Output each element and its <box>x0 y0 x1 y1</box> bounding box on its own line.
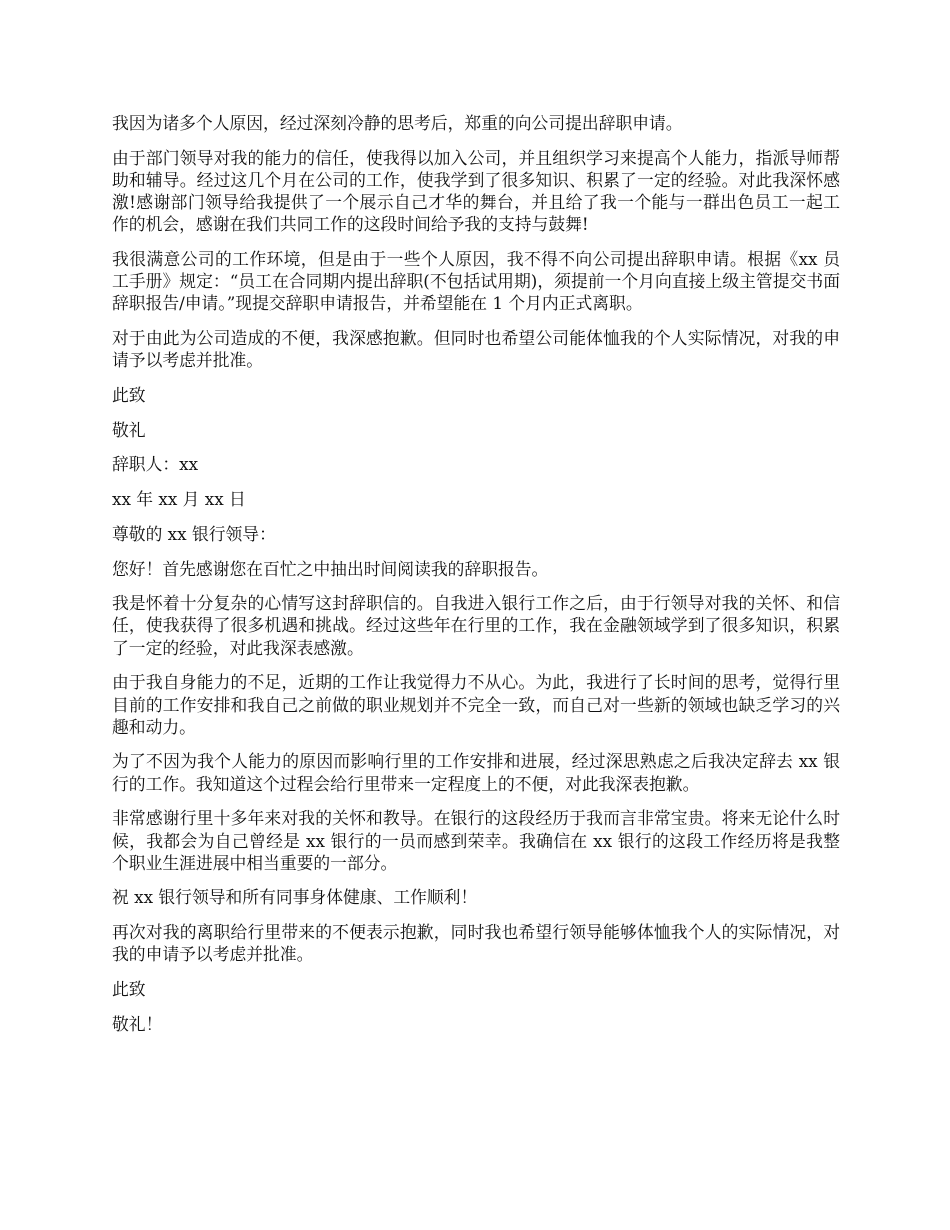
closing-salutation-1: 此致 <box>112 385 146 406</box>
paragraph-4: 对于由此为公司造成的不便，我深感抱歉。但同时也希望公司能体恤我的个人实际情况，对我的申请予以考虑并批准。 <box>112 328 840 371</box>
paragraph-2: 由于部门领导对我的能力的信任，使我得以加入公司，并且组织学习来提高个人能力，指派导师帮助和辅导。经过这几个月在公司的工作，使我学到了很多知识、积累了一定的经验。对此我深怀感激!感谢部门领导给我提供了一个展示自己才华的舞台，并且给了我一个能与一群出色员工一起工作的机会，感谢在我们共同工作的这段时间给予我的支持与鼓舞! <box>112 147 840 235</box>
closing-regards-2: 敬礼！ <box>112 1013 163 1034</box>
resigner-signature: 辞职人：xx <box>112 454 199 475</box>
paragraph-3: 我很满意公司的工作环境，但是由于一些个人原因，我不得不向公司提出辞职申请。根据《xx 员工手册》规定：“员工在合同期内提出辞职(不包括试用期)，须提前一个月向直接上级主管提交书面辞职报告/申请。”现提交辞职申请报告，并希望能在 1 个月内正式离职。 <box>112 249 840 314</box>
closing-regards-1: 敬礼 <box>112 419 146 440</box>
paragraph-9: 非常感谢行里十多年来对我的关怀和教导。在银行的这段经历于我而言非常宝贵。将来无论什么时候，我都会为自己曾经是 xx 银行的一员而感到荣幸。我确信在 xx 银行的这段工作经历将是我整个职业生涯进展中相当重要的一部分。 <box>112 808 840 873</box>
paragraph-6: 我是怀着十分复杂的心情写这封辞职信的。自我进入银行工作之后，由于行领导对我的关怀、和信任，使我获得了很多机遇和挑战。经过这些年在行里的工作，我在金融领域学到了很多知识，积累了一定的经验，对此我深表感激。 <box>112 593 840 658</box>
paragraph-10: 祝 xx 银行领导和所有同事身体健康、工作顺利！ <box>112 887 478 908</box>
paragraph-1: 我因为诸多个人原因，经过深刻冷静的思考后，郑重的向公司提出辞职申请。 <box>112 113 683 133</box>
closing-salutation-2: 此致 <box>112 979 146 1000</box>
paragraph-5: 您好！首先感谢您在百忙之中抽出时间阅读我的辞职报告。 <box>112 558 549 579</box>
date-line: xx 年 xx 月 xx 日 <box>112 489 246 510</box>
letter-2-greeting: 尊敬的 xx 银行领导： <box>112 523 276 544</box>
paragraph-8: 为了不因为我个人能力的原因而影响行里的工作安排和进展，经过深思熟虑之后我决定辞去 xx 银行的工作。我知道这个过程会给行里带来一定程度上的不便，对此我深表抱歉。 <box>112 751 840 794</box>
paragraph-11: 再次对我的离职给行里带来的不便表示抱歉，同时我也希望行领导能够体恤我个人的实际情况，对我的申请予以考虑并批准。 <box>112 922 840 965</box>
paragraph-7: 由于我自身能力的不足，近期的工作让我觉得力不从心。为此，我进行了长时间的思考，觉得行里目前的工作安排和我自己之前做的职业规划并不完全一致，而自己对一些新的领域也缺乏学习的兴趣和动力。 <box>112 672 840 737</box>
